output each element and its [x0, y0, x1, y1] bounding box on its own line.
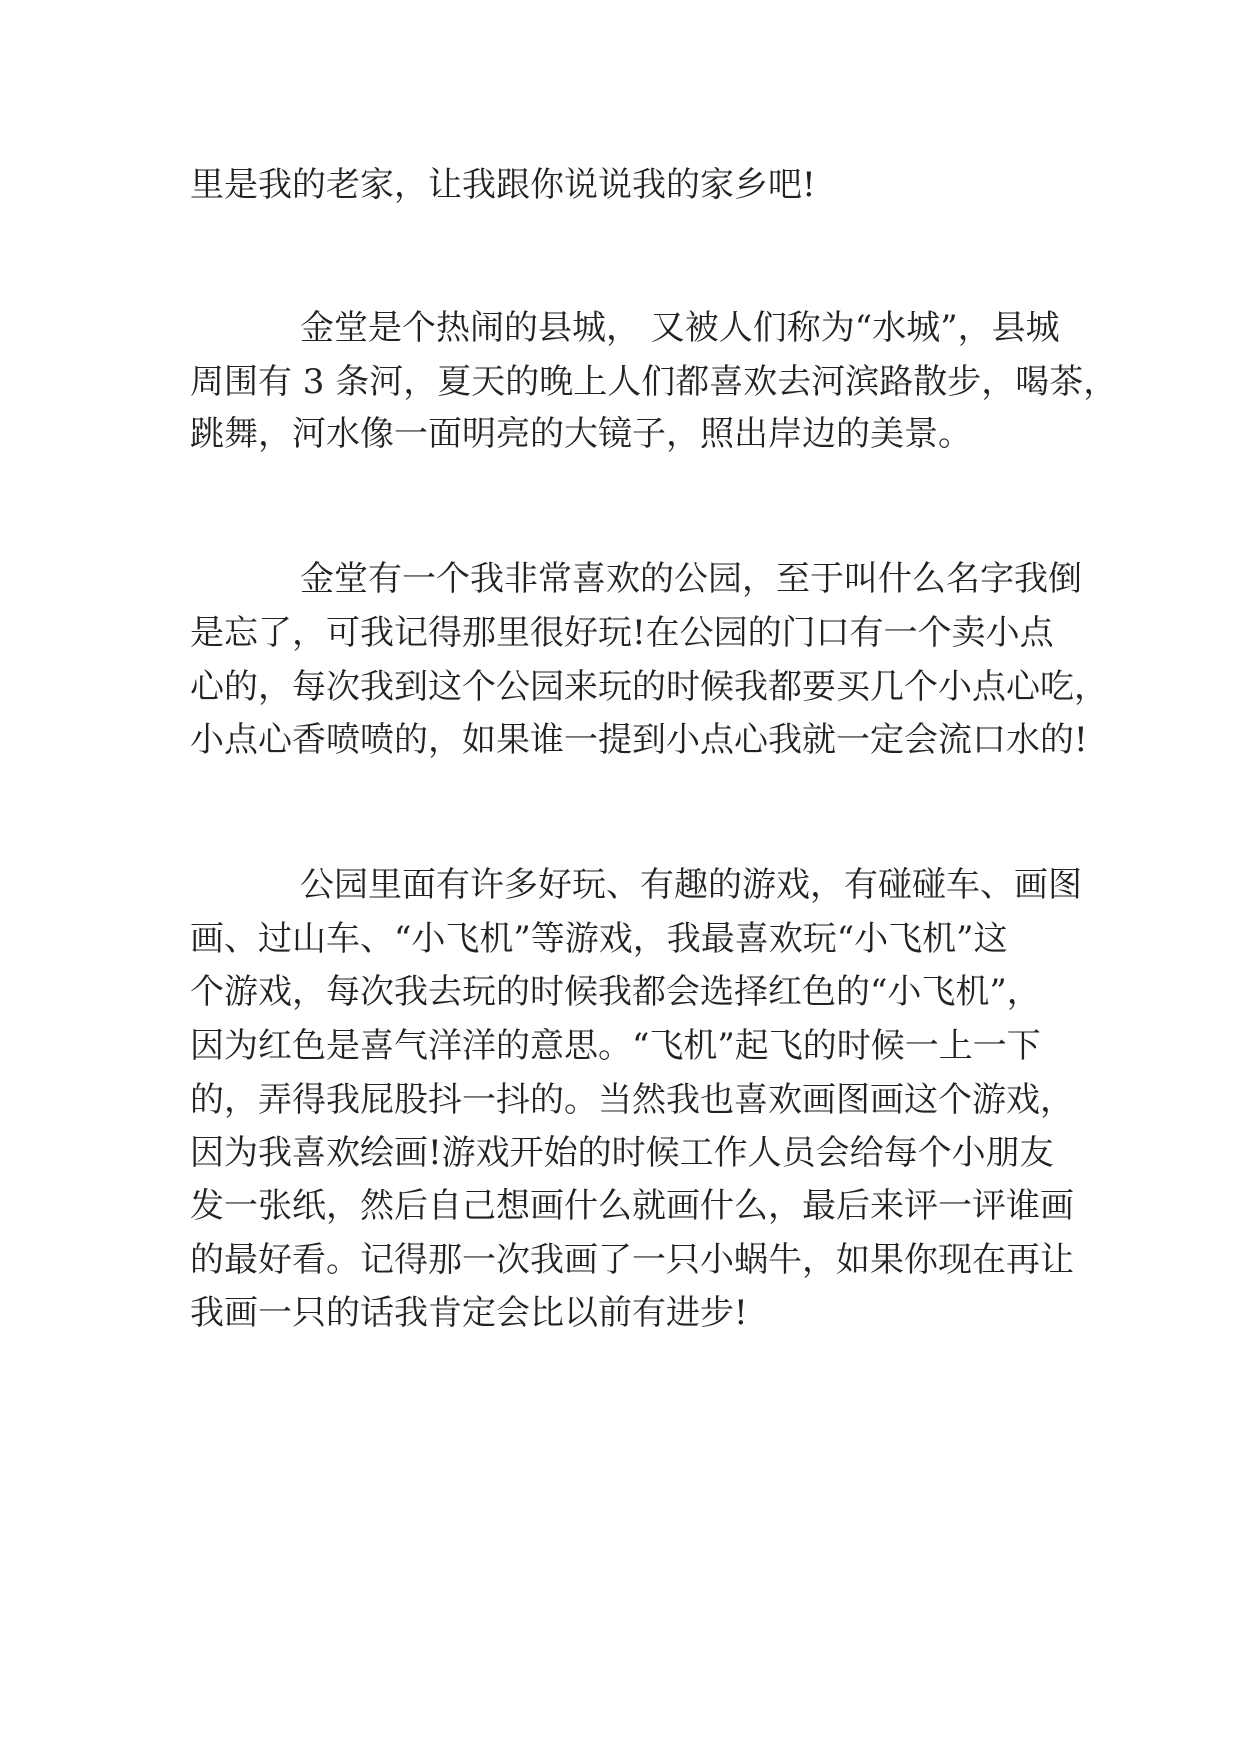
paragraph-4-line-9: 我画一只的话我肯定会比以前有进步!	[190, 1293, 748, 1333]
paragraph-4-line-4: 因为红色是喜气洋洋的意思。“飞机”起飞的时候一上一下	[190, 1026, 1041, 1066]
text-block	[190, 0, 1118, 1754]
paragraph-4-line-5: 的，弄得我屁股抖一抖的。当然我也喜欢画图画这个游戏，	[190, 1080, 1074, 1120]
paragraph-4-line-3: 个游戏，每次我去玩的时候我都会选择红色的“小飞机”，	[190, 972, 1041, 1012]
paragraph-3-line-4: 小点心香喷喷的，如果谁一提到小点心我就一定会流口水的!	[190, 720, 1088, 760]
paragraph-4-line-8: 的最好看。记得那一次我画了一只小蜗牛，如果你现在再让	[190, 1240, 1074, 1280]
paragraph-1-line-1: 里是我的老家，让我跟你说说我的家乡吧!	[190, 165, 816, 205]
paragraph-4-line-7: 发一张纸，然后自己想画什么就画什么，最后来评一评谁画	[190, 1186, 1074, 1226]
paragraph-3-line-1: 金堂有一个我非常喜欢的公园，至于叫什么名字我倒	[300, 559, 1082, 599]
paragraph-4-line-1: 公园里面有许多好玩、有趣的游戏，有碰碰车、画图	[300, 865, 1082, 905]
paragraph-4-line-2: 画、过山车、“小飞机”等游戏，我最喜欢玩“小飞机”这	[190, 919, 1008, 959]
paragraph-4-line-6: 因为我喜欢绘画!游戏开始的时候工作人员会给每个小朋友	[190, 1133, 1054, 1173]
paragraph-3-line-3: 心的，每次我到这个公园来玩的时候我都要买几个小点心吃，	[190, 667, 1108, 707]
paragraph-2-line-2: 周围有 3 条河，夏天的晚上人们都喜欢去河滨路散步，喝茶，	[190, 362, 1118, 402]
paragraph-2-line-1: 金堂是个热闹的县城， 又被人们称为“水城”，县城	[300, 308, 1060, 348]
paragraph-3-line-2: 是忘了，可我记得那里很好玩!在公园的门口有一个卖小点	[190, 613, 1054, 653]
paragraph-2-line-3: 跳舞，河水像一面明亮的大镜子，照出岸边的美景。	[190, 414, 972, 454]
